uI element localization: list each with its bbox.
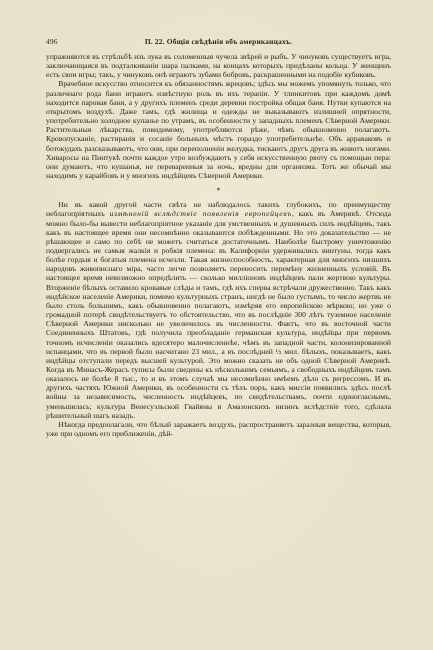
body-text xyxy=(46,52,391,438)
paragraph-european-impact xyxy=(46,200,391,420)
running-title: П. 22. Общія свѣдѣнія объ американцахъ. xyxy=(144,37,293,46)
emphasized-phrase: измѣненій вслѣдствіе появленія европейцевъ xyxy=(109,209,292,219)
section-separator: * xyxy=(216,186,221,196)
running-head xyxy=(46,37,391,46)
paragraph-lead: Ни въ какой другой части свѣта не наблюдалось такихъ глубокихъ, по преимуществу неблагопріятныхъ xyxy=(46,200,391,219)
paragraph-medicine: Врачебное искусство относится къ обязанностямъ жрецовъ; здѣсь мы можемъ упомянуть только, что различнаго рода бани играютъ извѣстную роль въ ихъ терапіи. У тлинкитовъ при каждомъ домѣ находится паровая баня, а у другихъ племенъ среди деревни постройка общая баня. Нутки купаются на открытомъ воздухѣ. Даже тамъ, гдѣ жилища и одежды не выказываютъ излишней опрятности, употребительно холодное купанье по утрамъ, въ особенности у западныхъ племенъ Сѣверной Америки. Растительныя лѣкарства, повидимому, употребляются рѣже, чѣмъ обыкновенно полагаютъ. Кровопусканіе, растиранія и сосаніе больныхъ мѣстъ гораздо употребительнѣе. Объ арраваковъ и ботокудахъ разсказываютъ, что они, при переполненіи желудка, тискаютъ другъ друга въ животъ ногами. Хиваросы на Пинтукѣ почти каждое утро возбуждаютъ у себя искусственную рвоту съ помощью пера: они думаютъ, что кушанья, не переваренныя за ночь, вредны для организма. Тотъ же обычай мы находимъ у карайбовъ и у многихъ индѣйцевъ Сѣверной Америки. xyxy=(46,79,391,181)
paragraph-games: упражняются въ стрѣльбѣ изъ лука въ соломенныя чучела звѣрей и рыбъ. У чинуковъ существуетъ игра, заключающаяся въ подталкиваніи шара палками, на концахъ которыхъ придѣланы кольца. У женщинъ есть свои игры; такъ, у чинуковъ онѣ играютъ зубами бобровъ, раскрашенными на подобіе кубиковъ. xyxy=(46,52,391,80)
page-number: 496 xyxy=(46,37,58,46)
paragraph-contagion: Нѣкогда предполагали, что бѣлый заражаетъ воздухъ, распространяетъ заразныя вещества, которыя, уже при одномъ его приближеніи, дѣй- xyxy=(46,419,391,439)
paragraph-continuation: , какъ въ Америкѣ. Отсюда можно было-бы вывести неблагопріятное указаніе для умственныхъ и душевныхъ силъ индѣйцевъ, такъ какъ въ настоящее время они несомнѣнно оказываются побѣжденными. Но это доказательство — не рѣшающее и само по себѣ не можетъ считаться достаточнымъ. Наиболѣе быстрому уничтоженію подвергались не самыя жалкія и робкія племена: въ Калифорніи удерживались винтуны, тогда какъ болѣе гордыя и богатыя племена исчезли. Такая жизнеспособность, характерная для многихъ низшихъ народовъ живописнаго міра, часто легче позволяетъ переносить перемѣну жизненныхъ условій. Въ настоящее время невозможно опредѣлить — сколько милліоновъ индѣйцевъ пали жертвою культуры. Вторженіе бѣлыхъ оставило кровавые слѣды и тамъ, гдѣ ихъ сперва встрѣчали дружественно. Такъ какъ индѣйское населеніе Америки, помимо культурныхъ странъ, нигдѣ не было густымъ, то число жертвъ не было столь большимъ, какъ обыкновенно полагаютъ, измѣряя его европейскою мѣркою; но уже о громадной потерѣ свидѣтельствуетъ то обстоятельство, что въ послѣдніе 300 лѣтъ туземное населеніе Сѣверной Америки нисколько не увеличилось въ численности. Фактъ, что въ восточной части Соединенныхъ Штатовъ, гдѣ получила преобладаніе германская культура, индѣйцы при первомъ точномъ исчисленіи оказались вдесятеро малочисленнѣе, чѣмъ въ западной части, колонизированной испанцами, что въ первой было насчитано 23 мил., а въ послѣдней ½ мил. бѣлыхъ, показываетъ, какъ индѣйцы отступали передъ высшей культурой. Это можно сказать не объ одной Сѣверной Америкѣ. Когда въ Минасъ-Жерасъ туписы были сведены къ нѣсколькимъ семьямъ, а свободныхъ индѣйцевъ тамъ оказалось не болѣе 8 тыс., то и въ этомъ случаѣ мы несомнѣнно имѣемъ дѣло съ регрессомъ. И въ другихъ частяхъ Южной Америки, въ особенности съ тѣхъ поръ, какъ миссіи появились здѣсь послѣ войны за независимость, численность индѣйцевъ, по свидѣтельствамъ, почти единогласнымъ, уменьшилась; культура Венесуэльской Гвайяны и Амазонскихъ низинъ вслѣдствіе того, сдѣлала рѣшительный шагъ назадъ. xyxy=(46,209,392,420)
